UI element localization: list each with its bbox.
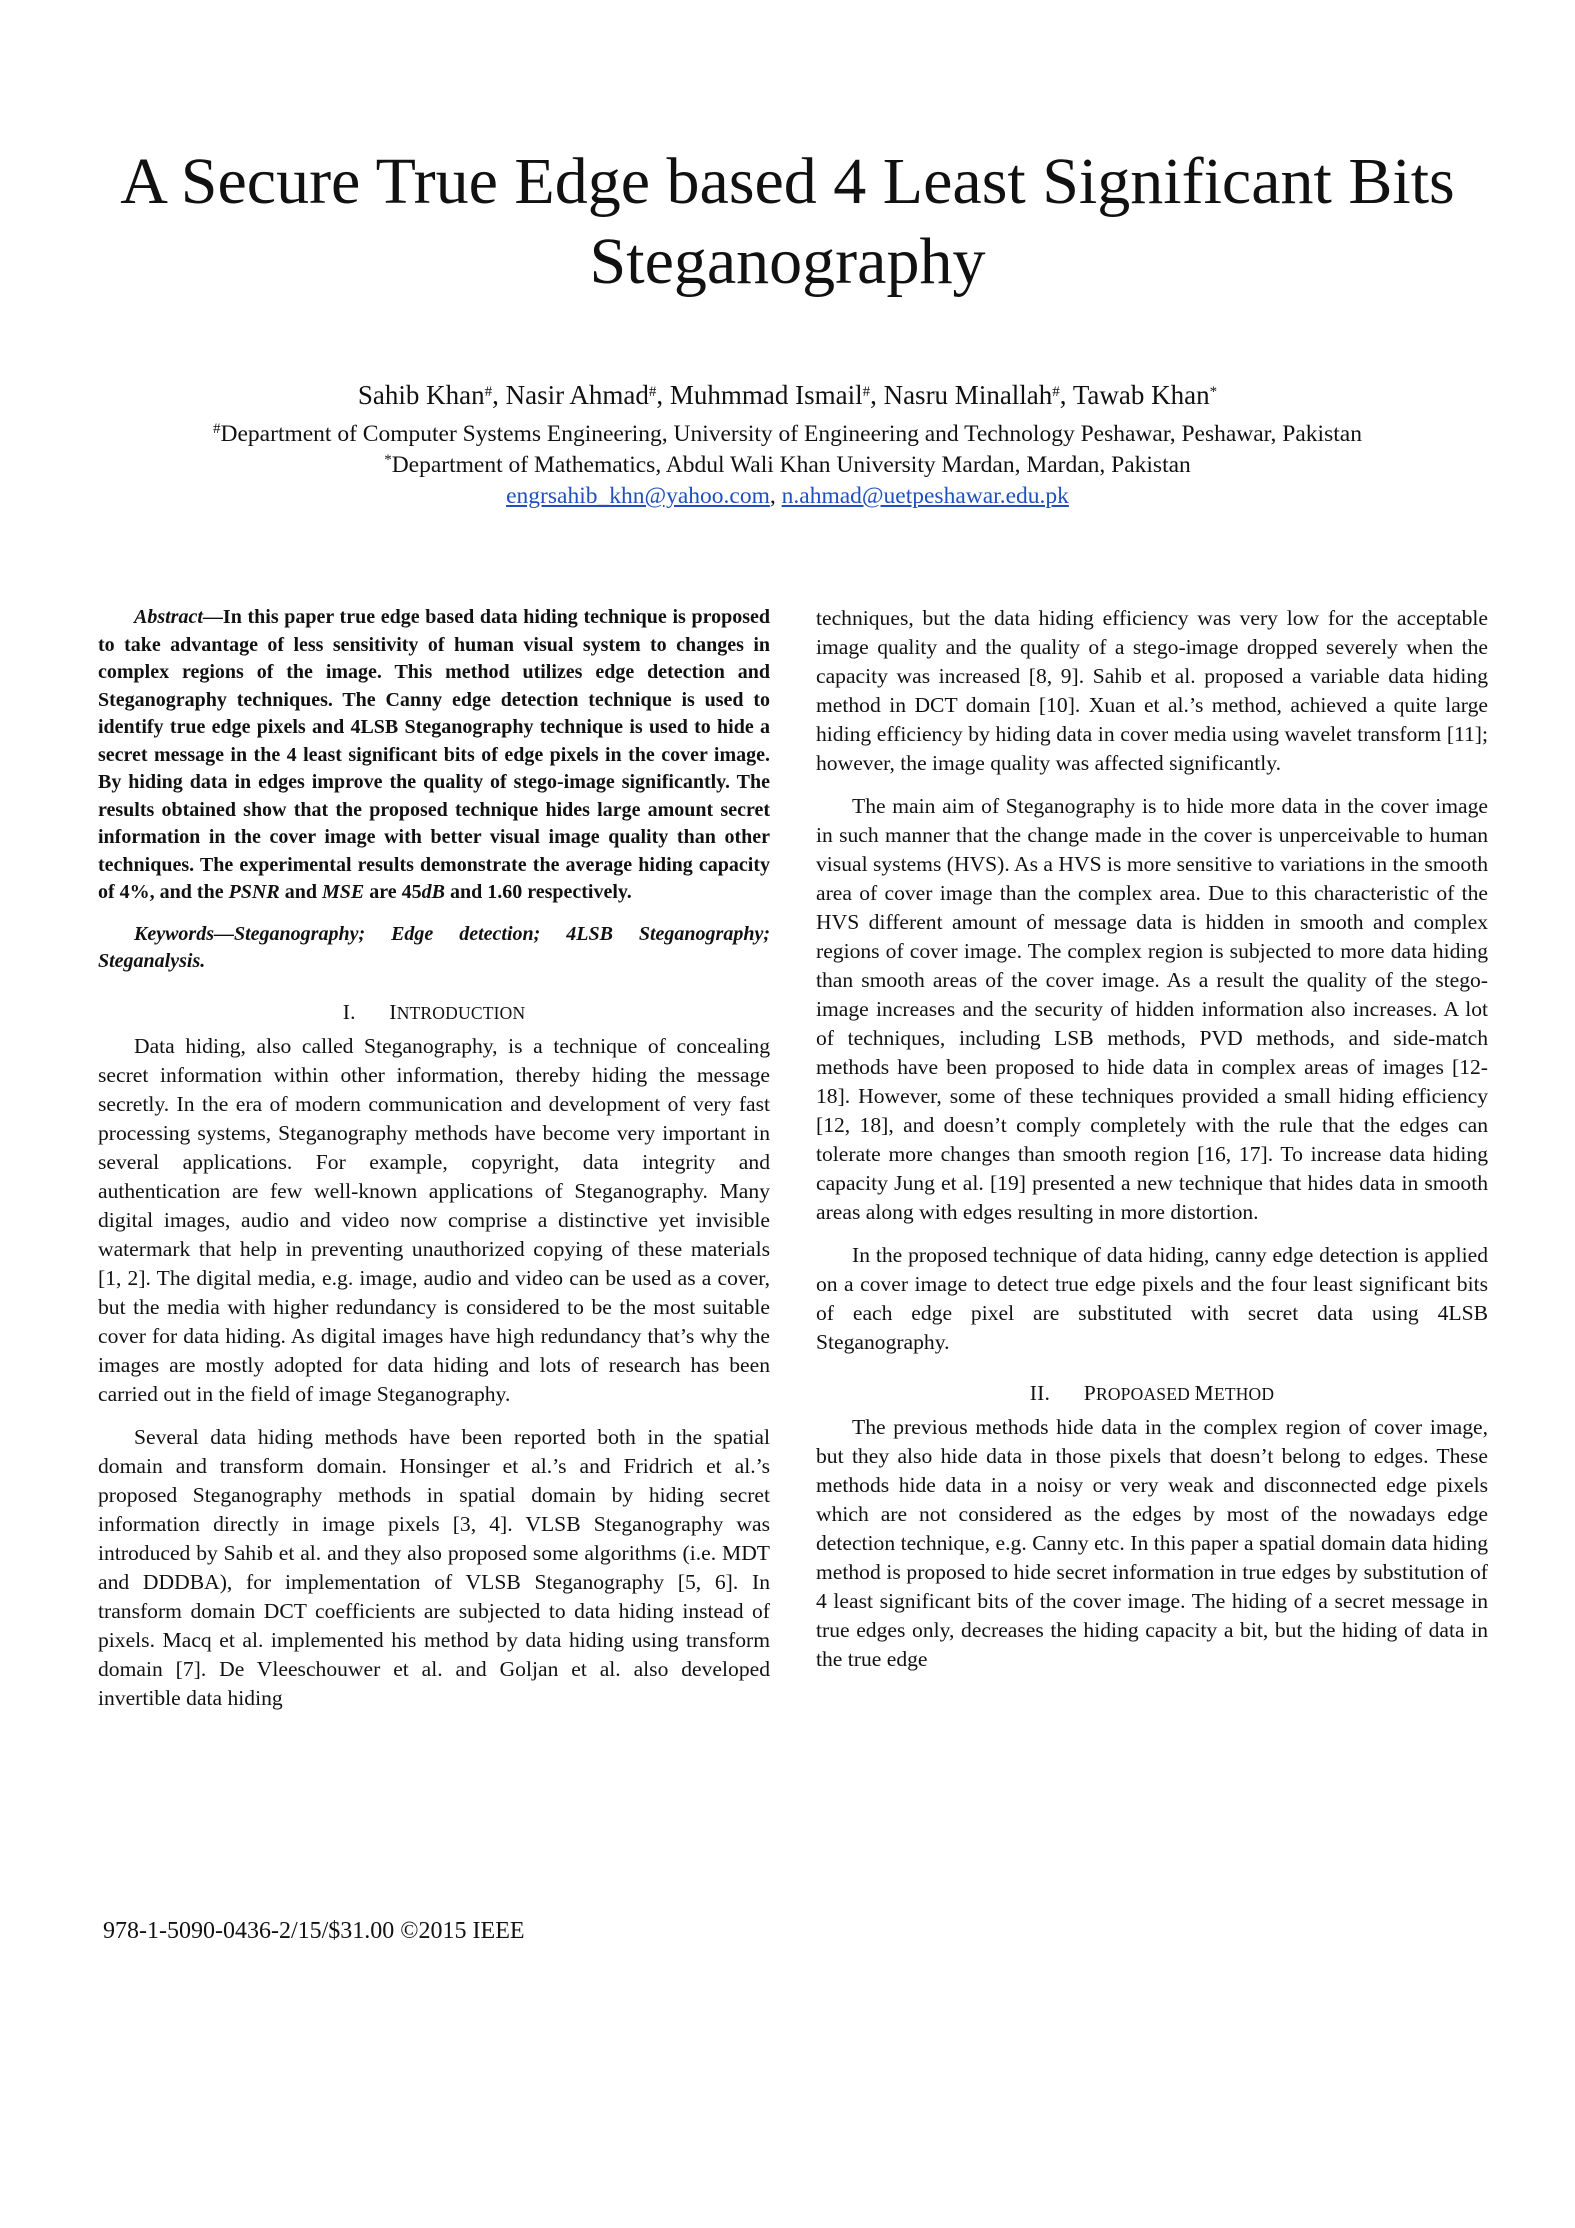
paragraph: Several data hiding methods have been reported both in the spatial domain and transform domain. Honsinger et al.’s and Fridrich et al.’s proposed Steganography methods in spatial domain by hiding secret information directly in image pixels [3, 4]. VLSB Steganography was introduced by Sahib et al. and they also proposed some algorithms (i.e. MDT and DDDBA), for implementation of VLSB Steganography [5, 6]. In transform domain DCT coefficients are subjected to data hiding instead of pixels. Macq et al. implemented his method by data hiding using transform domain [7]. De Vleeschouwer et al. and Goljan et al. also developed invertible data hiding bbox=[98, 1424, 770, 1710]
author-mark: * bbox=[1209, 383, 1218, 400]
section-heading-introduction bbox=[98, 998, 770, 1028]
abstract bbox=[98, 604, 770, 907]
section-title-initial: I bbox=[389, 999, 397, 1024]
title-line-1: A Secure True Edge based 4 Least Significant Bits bbox=[120, 145, 1455, 218]
abstract-label: Abstract bbox=[134, 606, 203, 628]
author-separator: , bbox=[656, 380, 670, 410]
section-heading-method bbox=[816, 1379, 1488, 1409]
abstract-text-3: and 1.60 respectively. bbox=[444, 881, 632, 903]
keywords bbox=[98, 921, 770, 976]
abstract-and: and bbox=[279, 881, 322, 903]
keywords-label: Keywords bbox=[134, 922, 214, 945]
author-mark: # bbox=[862, 383, 871, 400]
affiliation-mark: * bbox=[384, 451, 392, 468]
paragraph: In the proposed technique of data hiding, canny edge detection is applied on a cover image to detect true edge pixels and the four least significant bits of each edge pixel are substituted with secret data using 4LSB Steganography. bbox=[816, 1243, 1488, 1354]
author-mark: # bbox=[1052, 383, 1060, 400]
paragraph: Data hiding, also called Steganography, is a technique of concealing secret information within other information, thereby hiding the message secretly. In the era of modern communication and development of very fast processing systems, Steganography methods have become very important in several applications. For example, copyright, data integrity and authentication are few well-known applications of Steganography. Many digital images, audio and video now comprise a distinctive yet invisible watermark that help in preventing unauthorized copying of these materials [1, 2]. The digital media, e.g. image, audio and video can be used as a cover, but the media with higher redundancy is considered to be the most suitable cover for data hiding. As digital images have high redundancy that’s why the images are mostly adopted for data hiding and lots of research has been carried out in the field of image Steganography. bbox=[98, 1033, 770, 1406]
affiliation-mark: # bbox=[213, 420, 221, 437]
abstract-dash: — bbox=[202, 606, 223, 628]
section-title-rest: NTRODUCTION bbox=[396, 1002, 526, 1023]
email-link-1[interactable]: engrsahib_khn@yahoo.com bbox=[506, 483, 770, 509]
section-title-rest: ROPOASED bbox=[1095, 1384, 1195, 1404]
right-column bbox=[816, 604, 1488, 1674]
paragraph: The main aim of Steganography is to hide more data in the cover image in such manner that the change made in the cover is unperceivable to human visual systems (HVS). As a HVS is more sensitive to variations in the smooth area of cover image than the complex area. Due to this characteristic of the HVS different amount of message data is hidden in smooth and complex regions of cover image. The complex region is subjected to more data hiding than smooth areas of the cover image. As a result the quality of the stego-image increases and the security of hidden information also increases. A lot of techniques, including LSB methods, PVD methods, and side-match methods have been proposed to hide data in complex areas of images [12-18]. However, some of these techniques provided a small hiding efficiency [12, 18], and doesn’t comply completely with the rule that the edges can tolerate more changes than smooth region [16, 17]. To increase data hiding capacity Jung et al. [19] presented a new technique that hides data in smooth areas along with edges resulting in more distortion. bbox=[816, 794, 1488, 1224]
author-separator: , bbox=[870, 380, 884, 410]
author-name: Nasru Minallah bbox=[883, 380, 1053, 410]
paragraph: The previous methods hide data in the complex region of cover image, but they also hide data in those pixels that doesn’t belong to edges. These methods hide data in a noisy or very weak and disconnected edge pixels which are not considered as the edges by most of the nowadays edge detection technique, e.g. Canny etc. In this paper a spatial domain data hiding method is proposed to hide secret information in true edges by substitution of 4 least significant bits of the cover image. The hiding of a secret message in true edges only, decreases the hiding capacity a bit, but the hiding of data in the true edge bbox=[816, 1415, 1488, 1671]
left-column bbox=[98, 604, 770, 1713]
section-title-initial: P bbox=[1083, 1381, 1096, 1405]
author-name: Tawab Khan bbox=[1072, 380, 1210, 410]
abstract-mse: MSE bbox=[321, 881, 365, 903]
copyright-notice: 978-1-5090-0436-2/15/$31.00 ©2015 IEEE bbox=[103, 1918, 525, 1944]
paper-title bbox=[60, 142, 1515, 302]
author-list bbox=[60, 378, 1515, 412]
author-mark: # bbox=[484, 383, 493, 400]
author-name: Muhmmad Ismail bbox=[669, 380, 863, 410]
affiliation-text: Department of Mathematics, Abdul Wali Khan University Mardan, Mardan, Pakistan bbox=[391, 452, 1191, 478]
section-title-initial-2: M bbox=[1194, 1381, 1214, 1405]
email-separator: , bbox=[769, 483, 782, 509]
author-separator: , bbox=[492, 380, 506, 410]
author-separator: , bbox=[1059, 380, 1073, 410]
affiliation-1 bbox=[60, 419, 1515, 449]
keywords-text: Steganography; Edge detection; 4LSB Steganography; Steganalysis. bbox=[98, 922, 770, 972]
abstract-db: dB bbox=[421, 881, 445, 903]
title-line-2: Steganography bbox=[589, 225, 986, 298]
section-title-rest-2: ETHOD bbox=[1213, 1384, 1275, 1404]
affiliation-text: Department of Computer Systems Engineering, University of Engineering and Technology Peshawar, Peshawar, Pakistan bbox=[220, 421, 1362, 447]
abstract-text: In this paper true edge based data hiding technique is proposed to take advantage of less sensitivity of human visual system to changes in complex regions of the image. This method utilizes edge detection and Steganography techniques. The Canny edge detection technique is used to identify true edge pixels and 4LSB Steganography technique is used to hide a secret message in the 4 least significant bits of edge pixels in the cover image. By hiding data in edges improve the quality of stego-image significantly. The results obtained show that the proposed technique hides large amount secret information in the cover image with better visual image quality than other techniques. The experimental results demonstrate the average hiding capacity of 4%, and the bbox=[98, 606, 770, 903]
affiliation-2 bbox=[60, 450, 1515, 480]
author-mark: # bbox=[648, 383, 657, 400]
keywords-dash: — bbox=[214, 922, 234, 945]
author-name: Nasir Ahmad bbox=[505, 380, 649, 410]
abstract-text-2: are 45 bbox=[364, 881, 422, 903]
author-name: Sahib Khan bbox=[357, 380, 485, 410]
email-link-2[interactable]: n.ahmad@uetpeshawar.edu.pk bbox=[781, 483, 1069, 509]
section-number: II. bbox=[1029, 1381, 1051, 1405]
paragraph: techniques, but the data hiding efficiency was very low for the acceptable image quality and the quality of a stego-image dropped severely when the capacity was increased [8, 9]. Sahib et al. proposed a variable data hiding method in DCT domain [10]. Xuan et al.’s method, achieved a quite large hiding efficiency by hiding data in cover media using wavelet transform [11]; however, the image quality was affected significantly. bbox=[816, 606, 1488, 775]
abstract-psnr: PSNR bbox=[228, 881, 280, 903]
email-line bbox=[60, 481, 1515, 511]
section-number: I. bbox=[342, 999, 356, 1024]
